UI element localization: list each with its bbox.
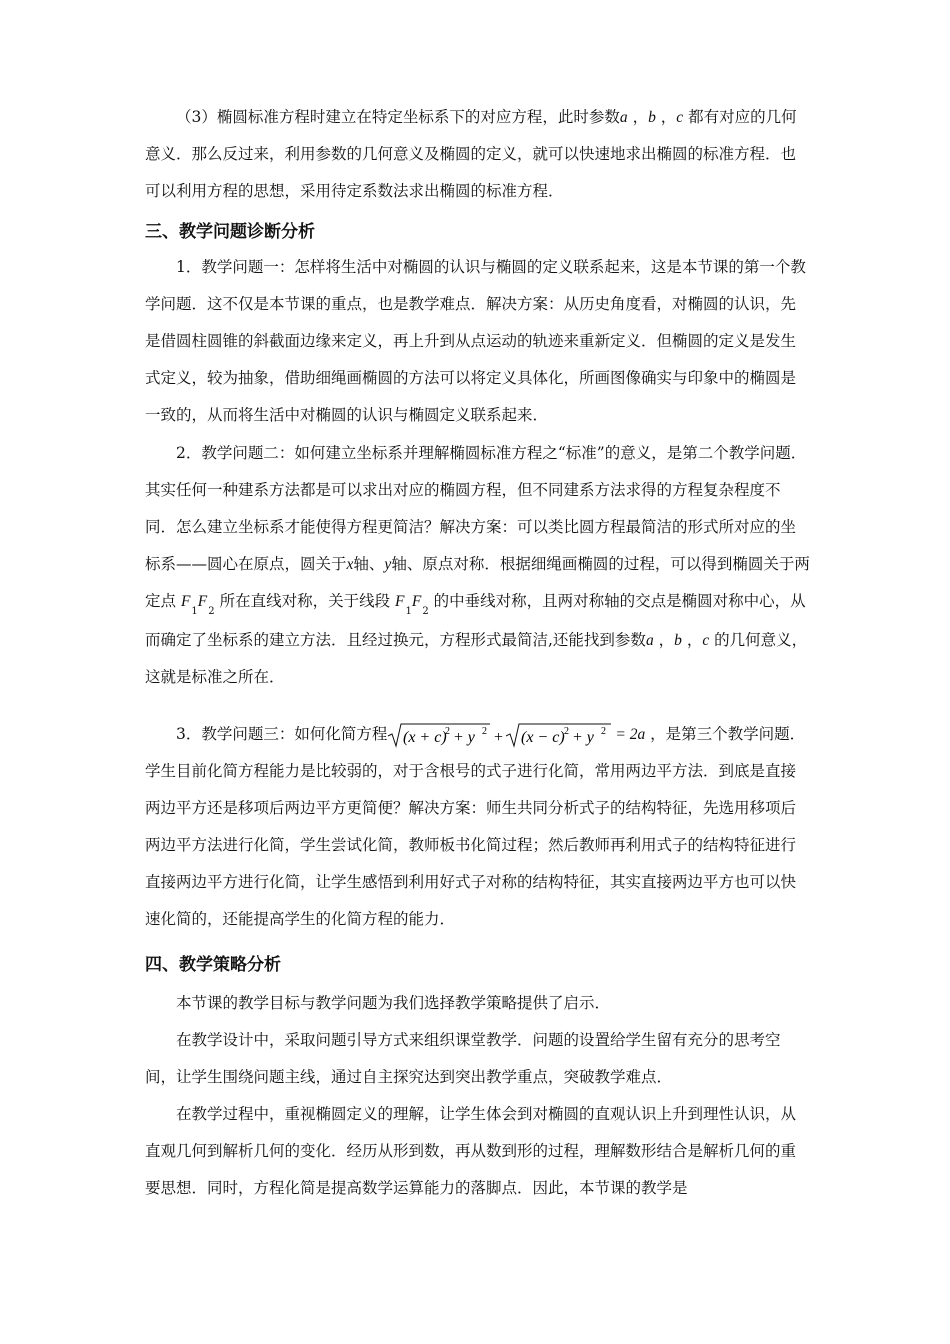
text: ， (660, 108, 677, 126)
math-c: c (702, 632, 710, 649)
equation-plus: + (494, 729, 504, 746)
strategy-paragraph-2: 在教学设计中，采取问题引导方式来组织课堂教学．问题的设置给学生留有充分的思考空间，让学生围绕问题主线，通过自主探究达到突出教学重点，突破教学难点． (145, 1031, 781, 1086)
equation-term-2: (x − c) (521, 729, 566, 746)
math-x: x (346, 556, 354, 573)
math-y: y (384, 556, 392, 573)
paragraph-3 (145, 99, 810, 210)
equation-exponent: 2 (445, 726, 451, 737)
problem-3-paragraph (145, 716, 810, 938)
ellipse-equation (387, 721, 611, 749)
math-b: b (674, 632, 682, 649)
text: ，是第三个教学问题．学生目前化简方程能力是比较弱的，对于含根号的式子进行化简，常用两边平方法．到底是直接两边平方还是移项后两边平方更简便？解决方案：师生共同分析式子的结构特征，先选用移项后两边平方法进行化简，学生尝试化简，教师板书化简过程；然后教师再利用式子的结构特征进行直接两边平方进行化简，让学生感悟到利用好式子对称的结构特征，其实直接两边平方也可以快速化简的，还能提高学生的化简方程的能力． (145, 725, 806, 928)
equation-exponent: 2 (482, 726, 488, 737)
equation-exponent: 2 (564, 726, 570, 737)
math-F: F (197, 593, 208, 610)
strategy-paragraph-1: 本节课的教学目标与教学问题为我们选择教学策略提供了启示． (176, 994, 611, 1012)
math-F: F (180, 593, 191, 610)
strategy-paragraph-3: 在教学过程中，重视椭圆定义的理解，让学生体会到对椭圆的直观认识上升到理性认识，从直观几何到解析几何的变化．经历从形到数，再从数到形的过程，理解数形结合是解析几何的重要思想．同时，方程化简是提高数学运算能力的落脚点．因此，本节课的教学是 (145, 1105, 797, 1197)
subscript: 1 (191, 606, 198, 617)
text: 的中垂线对称，且两对称轴的交点是椭圆对称中心，从而确定了坐标系的建立方法．且经过换元，方程形式最简洁,还能找到参数 (145, 592, 806, 649)
text: 的几何意义，这就是标准之所在． (145, 631, 808, 686)
text: 轴、 (353, 555, 385, 573)
problem-2-paragraph (145, 435, 810, 696)
equation-plus-y: + y (572, 729, 595, 746)
text: ， (686, 631, 703, 649)
subscript: 2 (422, 606, 429, 617)
text: 所在直线对称，关于线段 (219, 592, 391, 610)
subscript: 2 (208, 606, 215, 617)
math-a: a (619, 109, 628, 126)
text: ， (658, 631, 675, 649)
section-heading-3: 三、教学问题诊断分析 (145, 222, 315, 242)
text: ， (632, 108, 649, 126)
text: （3）椭圆标准方程时建立在特定坐标系下的对应方程，此时参数 (176, 108, 620, 126)
text: 3．教学问题三：如何化简方程 (176, 725, 388, 743)
math-F: F (411, 593, 422, 610)
subscript: 1 (405, 606, 412, 617)
equation-term-1: (x + c) (403, 729, 448, 746)
text: 2．教学问题二：如何建立坐标系并理解椭圆标准方程之“标准”的意义，是第二个教学问题．其实任何一种建系方法都是可以求出对应的椭圆方程，但不同建系方法求得的方程复杂程度不同．怎么建立坐标系才能使得方程更简洁？解决方案：可以类比圆方程最简洁的形式所对应的坐标系——圆心在原点，圆关于 (145, 444, 807, 573)
equation-exponent: 2 (601, 726, 607, 737)
section-heading-4: 四、教学策略分析 (145, 955, 281, 975)
math-c: c (676, 109, 684, 126)
problem-1-paragraph: 1．教学问题一：怎样将生活中对椭圆的认识与椭圆的定义联系起来，这是本节课的第一个教学问题．这不仅是本节课的重点，也是教学难点．解决方案：从历史角度看，对椭圆的认识，先是借圆柱圆锥的斜截面边缘来定义，再上升到从点运动的轨迹来重新定义．但椭圆的定义是发生式定义，较为抽象，借助细绳画椭圆的方法可以将定义具体化，所画图像确实与印象中的椭圆是一致的，从而将生活中对椭圆的认识与椭圆定义联系起来． (145, 258, 806, 424)
math-F: F (395, 593, 405, 610)
text: 轴、原点对称．根据细绳画椭圆的过程，可以得到椭圆关于两定点 (145, 555, 810, 610)
equation-plus-y: + y (453, 729, 476, 746)
math-b: b (648, 109, 656, 126)
equation-rhs: = 2a (615, 726, 646, 743)
math-a: a (645, 632, 654, 649)
text: 都有对应的几何意义．那么反过来，利用参数的几何意义及椭圆的定义，就可以快速地求出椭圆的标准方程．也可以利用方程的思想，采用待定系数法求出椭圆的标准方程． (145, 108, 797, 200)
